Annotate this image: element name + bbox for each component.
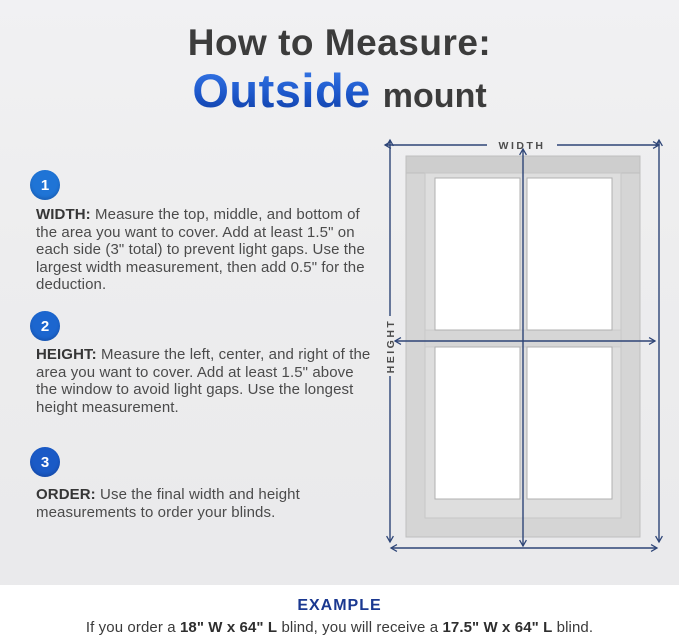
step-3-number: 3	[40, 453, 50, 471]
example-prefix: If you order a	[85, 619, 180, 636]
step-3-badge	[30, 447, 60, 477]
height-label: HEIGHT	[385, 318, 397, 374]
window-pane-lower-left	[435, 347, 520, 499]
title-mount-word: mount	[382, 77, 487, 115]
step-1-label: WIDTH:	[36, 206, 91, 223]
title-line-2	[0, 65, 679, 129]
example-sentence	[0, 619, 679, 636]
title-mount-type: Outside	[192, 64, 371, 117]
step-3-text	[36, 486, 374, 521]
example-heading: EXAMPLE	[297, 597, 382, 614]
width-label: WIDTH	[498, 140, 546, 152]
example-middle: blind, you will receive a	[277, 619, 443, 636]
step-1-number: 1	[40, 176, 50, 194]
step-2-body: Measure the left, center, and right of the area you want to cover. Add at least 1.5" above the window to avoid light gaps. Use the longest height measurement.	[36, 346, 371, 416]
step-1-body: Measure the top, middle, and bottom of the area you want to cover. Add at least 1.5" on each side (3" total) to prevent light gaps. Use the largest width measurement, then add 0.5" for the deduction.	[36, 206, 365, 293]
example-footer	[0, 585, 679, 644]
window-pane-lower-right	[527, 347, 612, 499]
step-2-label: HEIGHT:	[36, 346, 97, 363]
step-1-text	[36, 206, 374, 294]
step-2-text	[36, 346, 374, 416]
window-pane-upper-right	[527, 178, 612, 330]
step-3-body: Use the final width and height measurements to order your blinds.	[36, 486, 300, 521]
example-receive-size: 17.5" W x 64" L	[442, 619, 553, 636]
step-2-number: 2	[40, 317, 50, 335]
example-suffix: blind.	[552, 619, 594, 636]
example-order-size: 18" W x 64" L	[179, 619, 278, 636]
title-line-1: How to Measure:	[187, 22, 492, 63]
step-3-label: ORDER:	[36, 486, 96, 503]
window-measurement-diagram	[375, 130, 675, 560]
step-2-badge	[30, 311, 60, 341]
step-1-badge	[30, 170, 60, 200]
window-pane-upper-left	[435, 178, 520, 330]
page-title	[0, 22, 679, 129]
